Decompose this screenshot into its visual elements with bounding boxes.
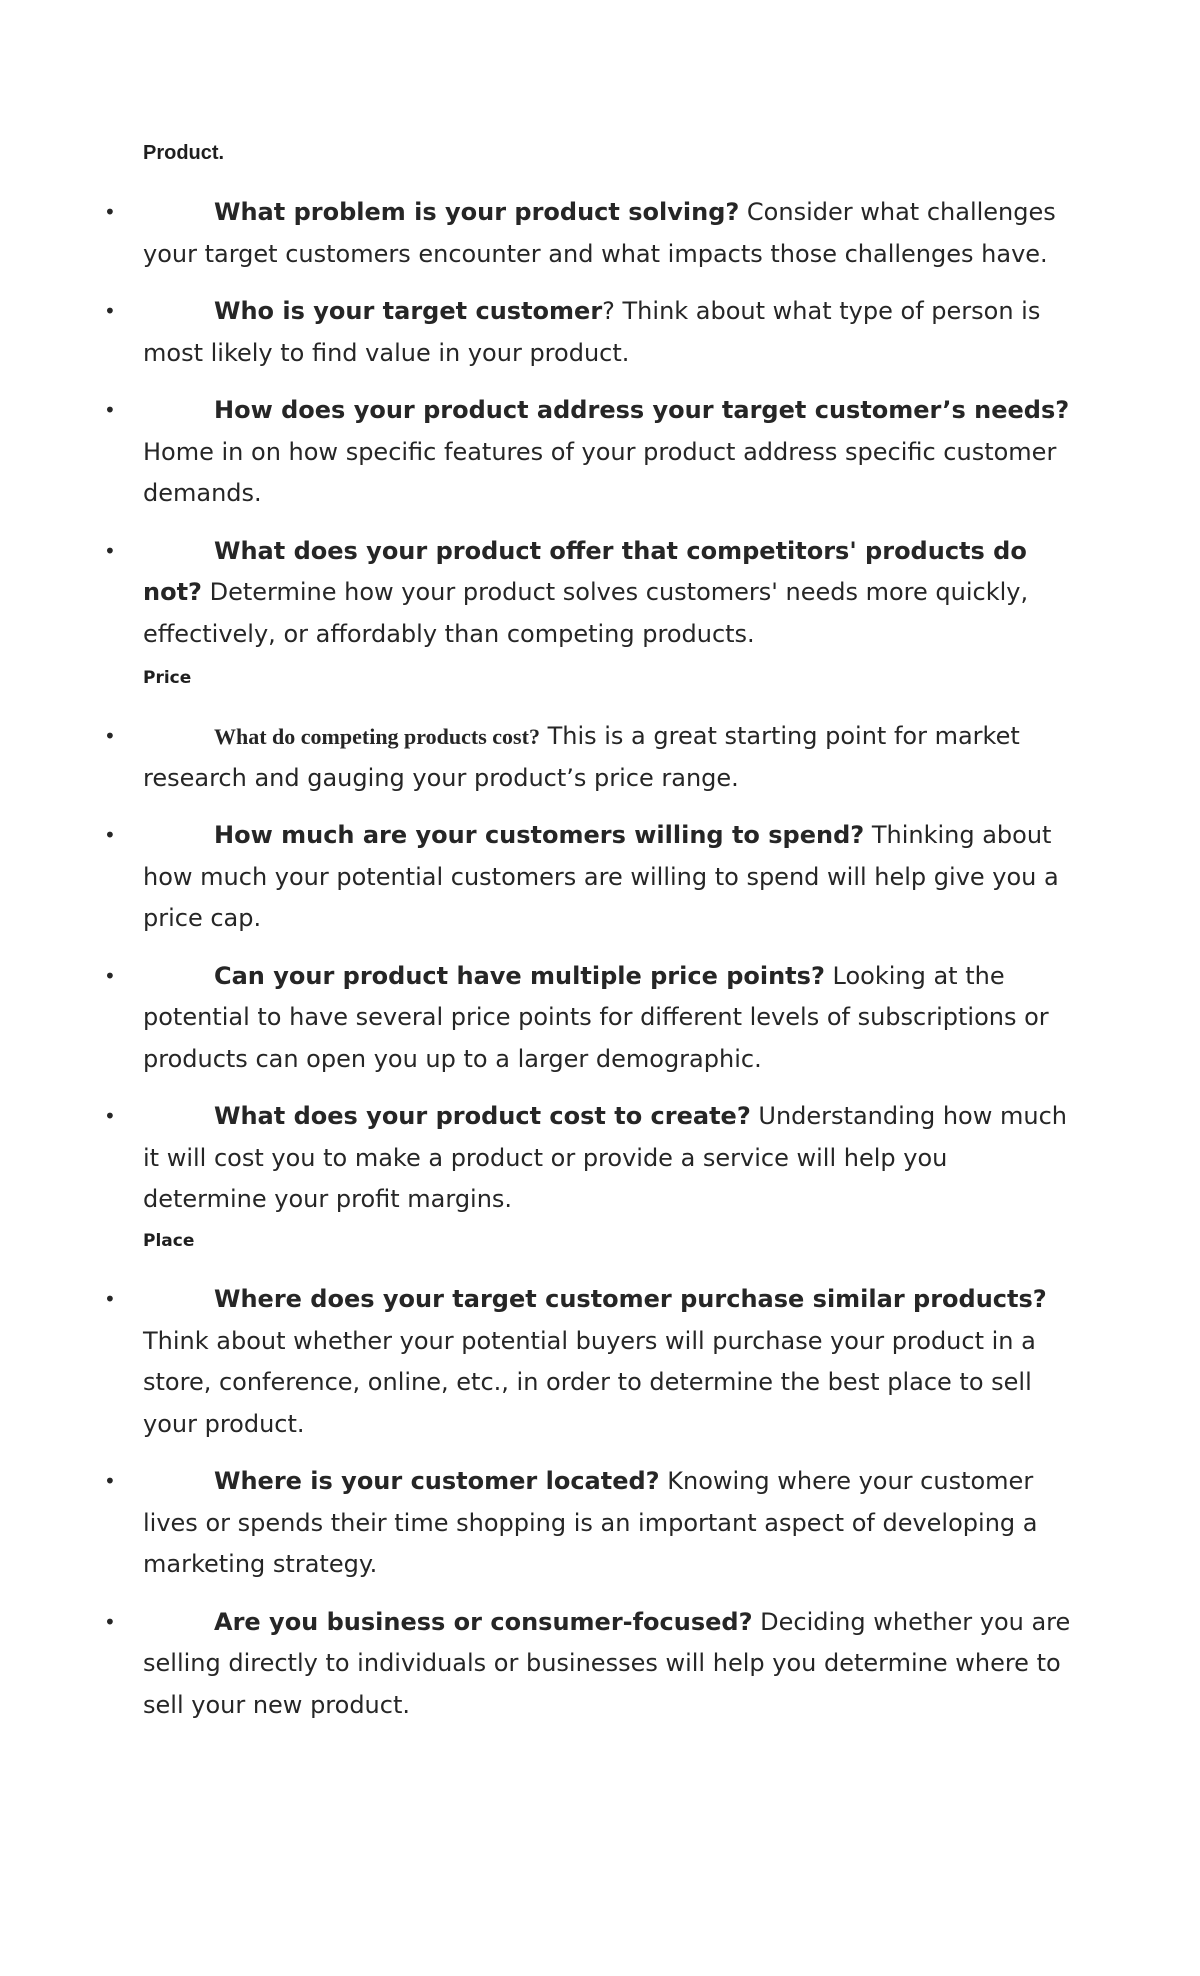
question-text: How does your product address your target customer’s needs? bbox=[214, 396, 1070, 424]
question-text: Where does your target customer purchase similar products? bbox=[214, 1285, 1047, 1313]
question-text: Where is your customer located? bbox=[214, 1467, 660, 1495]
answer-text: Understanding how much it will cost you to make a product or provide a service will help you determine your profit margins. bbox=[143, 1102, 1067, 1213]
list-item bbox=[0, 291, 1073, 374]
list-item bbox=[0, 192, 1073, 275]
list-item bbox=[0, 716, 1073, 799]
question-text: Who is your target customer bbox=[214, 297, 603, 325]
answer-text: Knowing where your customer lives or spends their time shopping is an important aspect of developing a marketing strategy. bbox=[143, 1467, 1038, 1578]
question-text: What does your product cost to create? bbox=[214, 1102, 751, 1130]
question-text: What does your product offer that competitors' products do not? bbox=[143, 536, 1027, 606]
bullet-icon: • bbox=[104, 1469, 116, 1493]
section-heading-price: Price bbox=[143, 668, 192, 688]
answer-text: Home in on how specific features of your product address specific customer demands. bbox=[143, 437, 1057, 507]
answer-text: Looking at the potential to have several price points for different levels of subscriptions or products can open you up to a larger demographic. bbox=[143, 961, 1049, 1073]
bullet-icon: • bbox=[104, 1609, 116, 1634]
place-question-list bbox=[0, 1279, 1200, 1742]
answer-text: Think about whether your potential buyers will purchase your product in a store, conference, online, etc., in order to determine the best place to sell your product. bbox=[143, 1326, 1036, 1438]
bullet-icon: • bbox=[104, 823, 116, 847]
question-text: How much are your customers willing to spend? bbox=[214, 821, 865, 849]
answer-text: This is a great starting point for market research and gauging your product’s price range. bbox=[143, 722, 1020, 792]
question-text: What do competing products cost? bbox=[214, 724, 540, 749]
section-heading-product: Product. bbox=[143, 142, 225, 164]
bullet-icon: • bbox=[104, 299, 116, 323]
bullet-icon: • bbox=[104, 1287, 116, 1311]
bullet-icon: • bbox=[104, 963, 116, 988]
bullet-icon: • bbox=[104, 538, 116, 563]
answer-text: Determine how your product solves customers' needs more quickly, effectively, or affordably than competing products. bbox=[143, 578, 1029, 648]
list-item bbox=[0, 1602, 1073, 1727]
list-item bbox=[0, 531, 1073, 656]
list-item bbox=[0, 956, 1073, 1081]
answer-text: Deciding whether you are selling directly to individuals or businesses will help you determine where to sell your new product. bbox=[143, 1607, 1071, 1719]
bullet-icon: • bbox=[104, 1104, 116, 1128]
list-item bbox=[0, 1461, 1073, 1586]
list-item bbox=[0, 1279, 1073, 1445]
bullet-icon: • bbox=[104, 724, 116, 748]
price-question-list bbox=[0, 716, 1200, 1237]
answer-text: Thinking about how much your potential customers are willing to spend will help give you a price cap. bbox=[143, 821, 1059, 932]
answer-text: Consider what challenges your target customers encounter and what impacts those challenges have. bbox=[143, 198, 1056, 268]
section-heading-place: Place bbox=[143, 1231, 195, 1251]
list-item bbox=[0, 815, 1073, 940]
list-item bbox=[0, 1096, 1073, 1221]
question-text: Can your product have multiple price points? bbox=[214, 961, 825, 990]
question-text: What problem is your product solving? bbox=[214, 198, 740, 226]
bullet-icon: • bbox=[104, 200, 116, 224]
question-text: Are you business or consumer-focused? bbox=[214, 1607, 753, 1636]
list-item bbox=[0, 390, 1073, 515]
bullet-icon: • bbox=[104, 398, 116, 422]
product-question-list bbox=[0, 192, 1200, 671]
answer-text: ? Think about what type of person is most likely to find value in your product. bbox=[143, 297, 1041, 367]
